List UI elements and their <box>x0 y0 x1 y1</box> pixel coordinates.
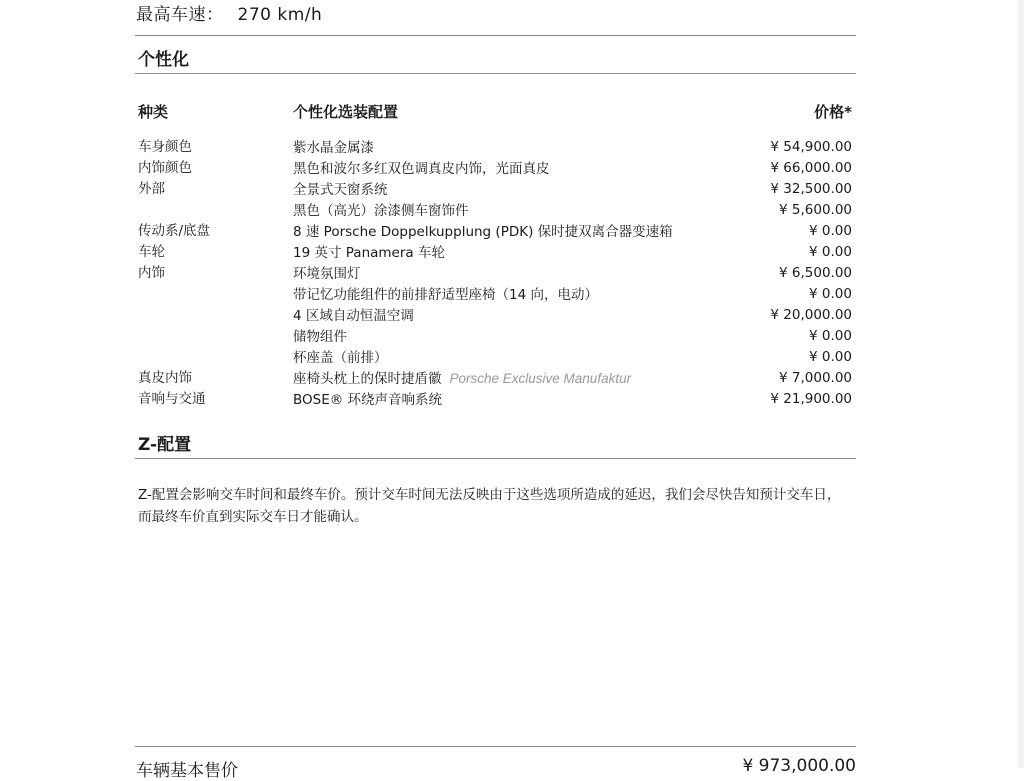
option-name: BOSE® 环绕声音响系统 <box>293 392 443 408</box>
option-name: 8 速 Porsche Doppelkupplung (PDK) 保时捷双离合器变速箱 <box>293 224 673 240</box>
option-name: 杯座盖（前排） <box>293 350 388 366</box>
divider <box>135 458 856 459</box>
option-name: 19 英寸 Panamera 车轮 <box>293 245 445 261</box>
option-price: ¥ 32,500.00 <box>770 181 852 197</box>
header-price: 价格* <box>814 103 852 121</box>
option-row <box>0 158 1024 179</box>
option-price: ¥ 6,500.00 <box>779 265 852 281</box>
option-category: 车身颜色 <box>138 139 192 155</box>
option-price: ¥ 5,600.00 <box>779 202 852 218</box>
option-row <box>0 263 1024 284</box>
header-option: 个性化选装配置 <box>293 103 399 121</box>
top-speed-line <box>136 0 322 25</box>
option-row <box>0 284 1024 305</box>
option-name: 储物组件 <box>293 329 347 345</box>
option-row <box>0 179 1024 200</box>
option-row <box>0 200 1024 221</box>
option-price: ¥ 0.00 <box>809 244 852 260</box>
option-category: 真皮内饰 <box>138 370 192 386</box>
top-speed-label: 最高车速： <box>136 5 224 25</box>
option-name: 紫水晶金属漆 <box>293 140 374 156</box>
divider <box>135 746 856 747</box>
option-row <box>0 347 1024 368</box>
option-name: 全景式天窗系统 <box>293 182 388 198</box>
option-row <box>0 242 1024 263</box>
option-price: ¥ 20,000.00 <box>770 307 852 323</box>
option-name: 环境氛围灯 <box>293 266 361 282</box>
option-price: ¥ 21,900.00 <box>770 391 852 407</box>
option-category: 内饰颜色 <box>138 160 192 176</box>
option-name: 黑色（高光）涂漆侧车窗饰件 <box>293 203 469 219</box>
option-note: Porsche Exclusive Manufaktur <box>449 371 632 386</box>
option-category: 音响与交通 <box>138 391 206 407</box>
option-name: 座椅头枕上的保时捷盾徽 <box>293 371 442 387</box>
base-price-label: 车辆基本售价 <box>136 761 238 781</box>
divider <box>135 73 856 74</box>
option-row <box>0 137 1024 158</box>
top-speed-value: 270 km/h <box>237 5 323 25</box>
z-config-title: Z-配置 <box>138 435 192 455</box>
base-price-value: ¥ 973,000.00 <box>742 756 856 776</box>
option-category: 内饰 <box>138 265 165 281</box>
option-category: 传动系/底盘 <box>138 223 211 239</box>
option-row <box>0 389 1024 410</box>
page-edge <box>1018 0 1024 768</box>
option-row <box>0 305 1024 326</box>
header-category: 种类 <box>138 103 169 121</box>
option-row <box>0 326 1024 347</box>
personalization-title: 个性化 <box>138 50 189 70</box>
option-category: 外部 <box>138 181 165 197</box>
option-row <box>0 368 1024 389</box>
option-price: ¥ 7,000.00 <box>779 370 852 386</box>
option-price: ¥ 0.00 <box>809 286 852 302</box>
option-price: ¥ 0.00 <box>809 223 852 239</box>
option-price: ¥ 54,900.00 <box>770 139 852 155</box>
option-row <box>0 221 1024 242</box>
divider <box>135 35 856 36</box>
option-name: 4 区域自动恒温空调 <box>293 308 414 324</box>
z-config-note: Z-配置会影响交车时间和最终车价。预计交车时间无法反映由于这些选项所造成的延迟，我们会尽快告知预计交车日，而最终车价直到实际交车日才能确认。 <box>138 487 841 525</box>
option-name: 黑色和波尔多红双色调真皮内饰，光面真皮 <box>293 161 550 177</box>
option-price: ¥ 0.00 <box>809 328 852 344</box>
option-name: 带记忆功能组件的前排舒适型座椅（14 向，电动） <box>293 287 598 303</box>
option-price: ¥ 0.00 <box>809 349 852 365</box>
option-category: 车轮 <box>138 244 165 260</box>
option-price: ¥ 66,000.00 <box>770 160 852 176</box>
